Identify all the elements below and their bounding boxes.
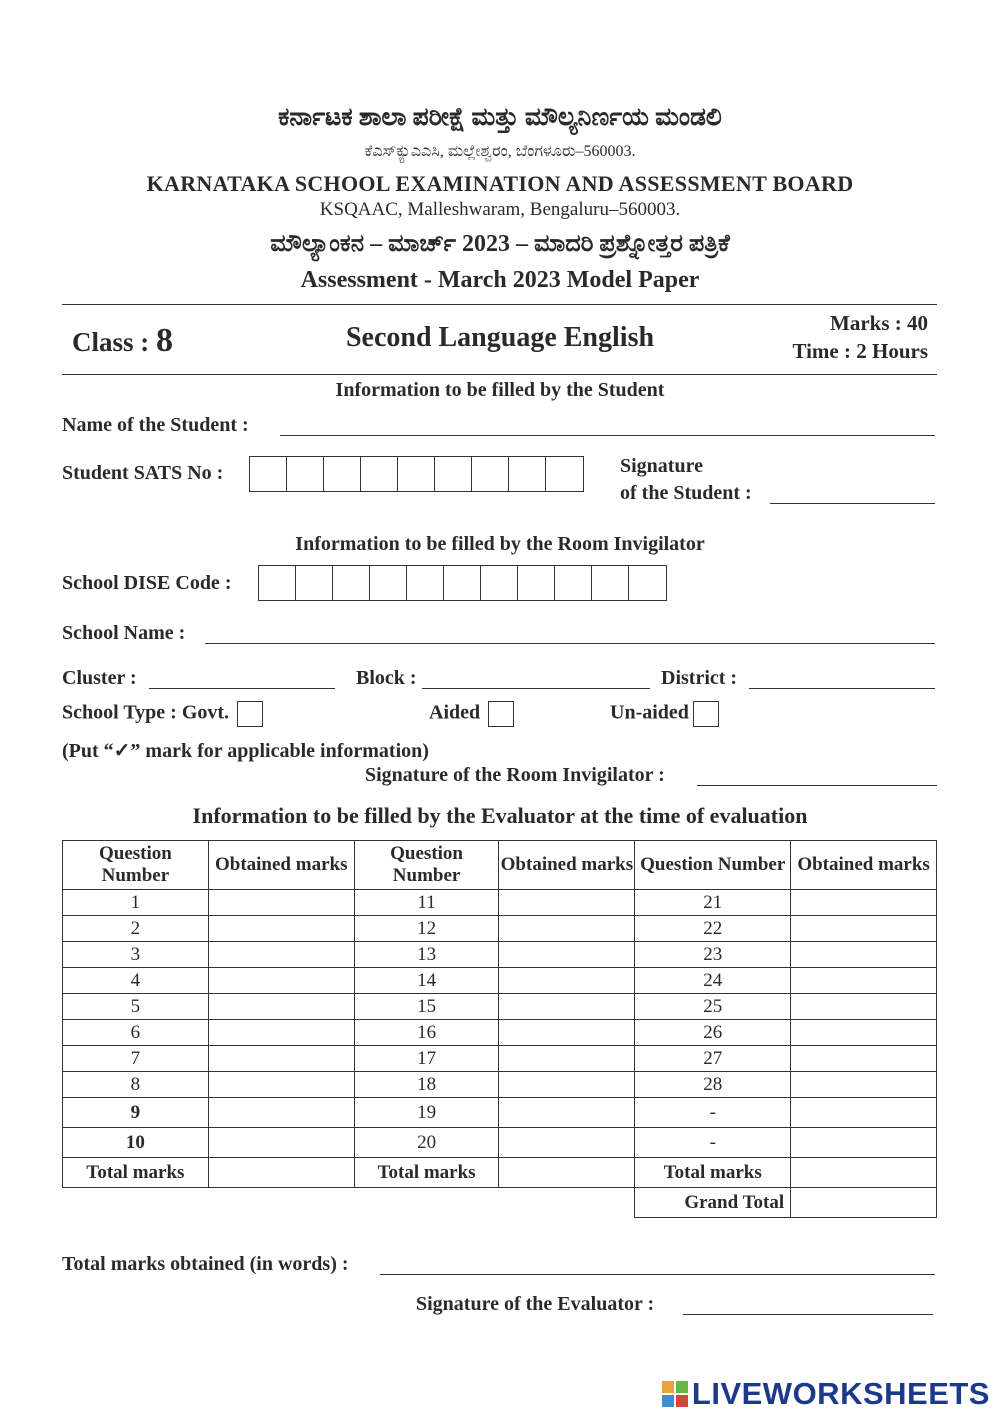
question-number: - — [635, 1128, 791, 1158]
total-marks-label: Total marks — [354, 1158, 499, 1188]
table-row — [63, 916, 937, 942]
dise-digit-box[interactable] — [370, 566, 407, 600]
logo-text: LIVEWORKSHEETS — [691, 1376, 990, 1411]
logo-square — [662, 1395, 674, 1407]
marks-cell[interactable] — [499, 942, 635, 968]
question-number: 17 — [354, 1046, 499, 1072]
sats-digit-box[interactable] — [546, 457, 583, 491]
invigilator-signature-label: Signature of the Room Invigilator : — [365, 764, 665, 786]
dise-digit-box[interactable] — [259, 566, 296, 600]
col-obtained-marks: Obtained marks — [208, 841, 354, 890]
cluster-label: Cluster : — [62, 667, 137, 689]
question-number: 11 — [354, 890, 499, 916]
question-number: 4 — [63, 968, 209, 994]
block-field[interactable] — [422, 673, 650, 689]
total-marks-cell[interactable] — [208, 1158, 354, 1188]
dise-code-boxes[interactable] — [258, 565, 667, 601]
dise-label: School DISE Code : — [62, 572, 232, 594]
grand-total-label: Grand Total — [635, 1188, 791, 1218]
school-type-aided — [429, 701, 514, 727]
table-row — [63, 1046, 937, 1072]
col-obtained-marks: Obtained marks — [499, 841, 635, 890]
liveworksheets-logo — [662, 1376, 990, 1412]
dise-digit-box[interactable] — [444, 566, 481, 600]
total-marks-label: Total marks — [63, 1158, 209, 1188]
student-signature-field[interactable] — [770, 488, 935, 504]
empty-cell — [354, 1188, 499, 1218]
tick-note: (Put “✓” mark for applicable information) — [62, 740, 429, 762]
marks-cell[interactable] — [499, 916, 635, 942]
school-name-field[interactable] — [205, 628, 935, 644]
evaluator-section-title: Information to be filled by the Evaluator at the time of evaluation — [192, 803, 808, 828]
student-name-row — [62, 414, 249, 437]
sats-digit-box[interactable] — [435, 457, 472, 491]
grand-total-cell[interactable] — [791, 1188, 937, 1218]
marks-cell[interactable] — [208, 890, 354, 916]
dise-digit-box[interactable] — [592, 566, 629, 600]
table-header-row — [63, 841, 937, 890]
dise-digit-box[interactable] — [555, 566, 592, 600]
question-number: 19 — [354, 1098, 499, 1128]
marks-cell[interactable] — [208, 1128, 354, 1158]
question-number: 21 — [635, 890, 791, 916]
aided-checkbox[interactable] — [488, 701, 514, 727]
marks-cell[interactable] — [208, 1046, 354, 1072]
dise-digit-box[interactable] — [629, 566, 666, 600]
table-row — [63, 994, 937, 1020]
district-field[interactable] — [749, 673, 935, 689]
question-number: 10 — [63, 1128, 209, 1158]
grand-total-row — [63, 1188, 937, 1218]
table-row — [63, 968, 937, 994]
govt-checkbox[interactable] — [237, 701, 263, 727]
marks-cell[interactable] — [208, 1098, 354, 1128]
question-number: 25 — [635, 994, 791, 1020]
total-words-field[interactable] — [380, 1259, 935, 1275]
invigilator-section-title: Information to be filled by the Room Invigilator — [295, 533, 705, 555]
unaided-label: Un-aided — [610, 701, 689, 724]
question-number: 5 — [63, 994, 209, 1020]
block-label: Block : — [356, 667, 417, 689]
question-number: 12 — [354, 916, 499, 942]
subject-title: Second Language English — [345, 322, 655, 353]
logo-mark-icon — [662, 1381, 688, 1407]
sats-digit-box[interactable] — [398, 457, 435, 491]
col-obtained-marks: Obtained marks — [791, 841, 937, 890]
school-type-unaided — [610, 701, 719, 727]
marks-cell[interactable] — [499, 968, 635, 994]
marks-cell[interactable] — [208, 1020, 354, 1046]
marks-cell[interactable] — [499, 890, 635, 916]
sats-digit-box[interactable] — [250, 457, 287, 491]
question-number: 16 — [354, 1020, 499, 1046]
question-number: 23 — [635, 942, 791, 968]
question-number: 2 — [63, 916, 209, 942]
question-number: 27 — [635, 1046, 791, 1072]
marks-cell[interactable] — [499, 1046, 635, 1072]
dise-digit-box[interactable] — [518, 566, 555, 600]
question-number: 7 — [63, 1046, 209, 1072]
marks-cell[interactable] — [499, 1020, 635, 1046]
question-number: 3 — [63, 942, 209, 968]
total-marks-cell[interactable] — [499, 1158, 635, 1188]
question-number: 22 — [635, 916, 791, 942]
sats-digit-box[interactable] — [509, 457, 546, 491]
marks-cell[interactable] — [499, 994, 635, 1020]
table-row — [63, 1020, 937, 1046]
total-marks-cell[interactable] — [791, 1158, 937, 1188]
dise-digit-box[interactable] — [481, 566, 518, 600]
logo-square — [662, 1381, 674, 1393]
class-block — [72, 322, 173, 360]
total-marks-label: Total marks — [635, 1158, 791, 1188]
marks-cell[interactable] — [208, 968, 354, 994]
kannada-board-title: ಕರ್ನಾಟಕ ಶಾಲಾ ಪರೀಕ್ಷೆ ಮತ್ತು ಮೌಲ್ಯನಿರ್ಣಯ ಮಂಡಲಿ — [278, 104, 722, 131]
marks-cell[interactable] — [499, 1098, 635, 1128]
col-question-number: Question Number — [635, 841, 791, 890]
cluster-field[interactable] — [149, 673, 335, 689]
marks-cell[interactable] — [791, 942, 937, 968]
marks-cell[interactable] — [208, 994, 354, 1020]
marks-cell[interactable] — [791, 1098, 937, 1128]
student-name-label: Name of the Student : — [62, 414, 249, 436]
question-number: 14 — [354, 968, 499, 994]
marks-cell[interactable] — [791, 1046, 937, 1072]
table-row — [63, 1072, 937, 1098]
empty-cell — [63, 1188, 209, 1218]
evaluator-signature-field[interactable] — [683, 1299, 933, 1315]
student-name-field[interactable] — [280, 420, 935, 436]
marks-cell[interactable] — [791, 994, 937, 1020]
board-address: KSQAAC, Malleshwaram, Bengaluru–560003. — [319, 199, 681, 220]
marks-cell[interactable] — [791, 1072, 937, 1098]
marks-label: Marks : 40 — [830, 311, 928, 335]
evaluation-table — [62, 840, 937, 1218]
table-row — [63, 1128, 937, 1158]
school-type-label: School Type : Govt. — [62, 701, 230, 724]
marks-cell[interactable] — [499, 1072, 635, 1098]
logo-square — [676, 1381, 688, 1393]
aided-label: Aided — [429, 701, 481, 724]
question-number: 28 — [635, 1072, 791, 1098]
question-number: 18 — [354, 1072, 499, 1098]
sats-digit-box[interactable] — [472, 457, 509, 491]
table-row — [63, 1098, 937, 1128]
divider-top — [62, 304, 937, 305]
evaluator-signature-label: Signature of the Evaluator : — [416, 1293, 655, 1315]
dise-digit-box[interactable] — [296, 566, 333, 600]
unaided-checkbox[interactable] — [693, 701, 719, 727]
divider-class — [62, 374, 937, 375]
dise-digit-box[interactable] — [407, 566, 444, 600]
empty-cell — [208, 1188, 354, 1218]
marks-cell[interactable] — [208, 942, 354, 968]
marks-cell[interactable] — [791, 1128, 937, 1158]
exam-title: Assessment - March 2023 Model Paper — [300, 267, 700, 293]
sats-number-boxes[interactable] — [249, 456, 584, 492]
marks-cell[interactable] — [208, 1072, 354, 1098]
question-number: 8 — [63, 1072, 209, 1098]
question-number: 24 — [635, 968, 791, 994]
table-row — [63, 890, 937, 916]
district-label: District : — [661, 667, 738, 689]
student-section-title: Information to be filled by the Student — [335, 379, 665, 401]
school-type-govt — [62, 701, 263, 727]
question-number: 1 — [63, 890, 209, 916]
col-question-number: Question Number — [354, 841, 499, 890]
marks-cell[interactable] — [791, 968, 937, 994]
question-number: 6 — [63, 1020, 209, 1046]
kannada-exam-title: ಮೌಲ್ಯಾಂಕನ – ಮಾರ್ಚ್ 2023 – ಮಾದರಿ ಪ್ರಶ್ನೋತ್ತರ ಪತ್ರಿಕೆ — [270, 231, 730, 257]
question-number: 15 — [354, 994, 499, 1020]
question-number: 26 — [635, 1020, 791, 1046]
total-words-label: Total marks obtained (in words) : — [62, 1253, 349, 1275]
logo-square — [676, 1395, 688, 1407]
board-name: KARNATAKA SCHOOL EXAMINATION AND ASSESSMENT BOARD — [146, 171, 854, 196]
marks-cell[interactable] — [791, 890, 937, 916]
sats-label: Student SATS No : — [62, 462, 224, 484]
dise-digit-box[interactable] — [333, 566, 370, 600]
class-value: 8 — [156, 322, 174, 359]
sats-digit-box[interactable] — [324, 457, 361, 491]
time-label: Time : 2 Hours — [792, 339, 928, 363]
question-number: - — [635, 1098, 791, 1128]
question-number: 9 — [63, 1098, 209, 1128]
class-label: Class : — [72, 327, 157, 357]
marks-cell[interactable] — [208, 916, 354, 942]
invigilator-signature-field[interactable] — [697, 770, 937, 786]
marks-cell[interactable] — [791, 916, 937, 942]
school-name-label: School Name : — [62, 622, 186, 644]
student-signature-label-1: Signature — [620, 455, 703, 477]
total-marks-row — [63, 1158, 937, 1188]
col-question-number: Question Number — [63, 841, 209, 890]
kannada-address: ಕೆಎಸ್‌ಕ್ಯುಎಎಸಿ, ಮಲ್ಲೇಶ್ವರಂ, ಬೆಂಗಳೂರು–560003. — [364, 143, 636, 160]
marks-cell[interactable] — [791, 1020, 937, 1046]
sats-digit-box[interactable] — [287, 457, 324, 491]
sats-digit-box[interactable] — [361, 457, 398, 491]
student-signature-label-2: of the Student : — [620, 482, 752, 504]
marks-cell[interactable] — [499, 1128, 635, 1158]
table-row — [63, 942, 937, 968]
question-number: 13 — [354, 942, 499, 968]
question-number: 20 — [354, 1128, 499, 1158]
empty-cell — [499, 1188, 635, 1218]
